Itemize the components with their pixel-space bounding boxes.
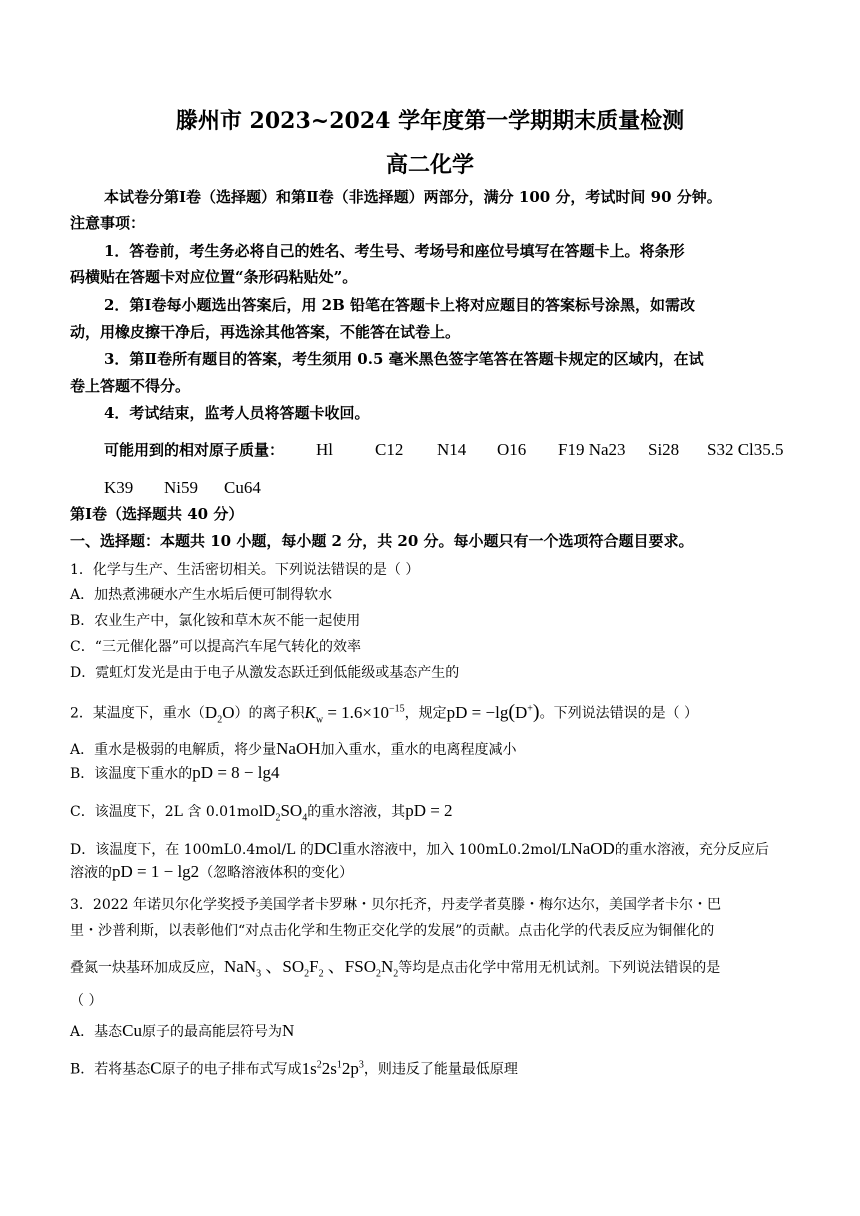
part-1-heading: 一、选择题：本题共 10 小题，每小题 2 分，共 20 分。每小题只有一个选项符合题目要求。 <box>70 532 694 550</box>
atomic-mass-item: C12 <box>375 440 404 459</box>
atomic-mass-item: O16 <box>497 440 527 459</box>
note-3: 3．第Ⅱ卷所有题目的答案，考生须用 0.5 毫米黑色签字笔答在答题卡规定的区域内，在试 <box>104 350 704 368</box>
atomic-mass-item: Ni59 <box>164 478 198 497</box>
q1-stem: 1．化学与生产、生活密切相关。下列说法错误的是（ ） <box>70 562 420 578</box>
q3-stem-line-4: （ ） <box>70 993 103 1009</box>
q3-stem-line-1: 3．2022 年诺贝尔化学奖授予美国学者卡罗琳・贝尔托齐，丹麦学者莫滕・梅尔达尔，美国学者卡尔・巴 <box>70 897 721 913</box>
atomic-mass-item: S32 Cl35.5 <box>707 440 784 459</box>
note-1-cont: 码横贴在答题卡对应位置“条形码粘贴处”。 <box>70 268 358 286</box>
note-1: 1．答卷前，考生务必将自己的姓名、考生号、考场号和座位号填写在答题卡上。将条形 <box>104 242 685 260</box>
notes-heading: 注意事项： <box>70 214 146 232</box>
q2-stem: 2．某温度下，重水$(D_2O)$的离子积$K_w = 1.6\times 10^{-15}$，规定pD = −lg(D+)。下列说法错误的是（ ） <box>70 700 699 726</box>
note-2: 2．第Ⅰ卷每小题选出答案后，用 2B 铅笔在答题卡上将对应题目的答案标号涂黑，如需改 <box>104 296 696 314</box>
atomic-mass-item: Cu64 <box>224 478 261 497</box>
exam-title: 滕州市 2023~2024 学年度第一学期期末质量检测 <box>175 108 685 134</box>
atomic-mass-item: F19 Na23 <box>558 440 626 459</box>
q3-option-a: A．基态Cu原子的最高能层符号为N <box>70 1021 295 1040</box>
q3-stem-line-2: 里・沙普利斯，以表彰他们“对点击化学和生物正交化学的发展”的贡献。点击化学的代表反应为铜催化的 <box>70 923 715 939</box>
q1-option-d: D．霓虹灯发光是由于电子从激发态跃迁到低能级或基态产生的 <box>70 665 460 681</box>
note-4: 4．考试结束，监考人员将答题卡收回。 <box>104 404 370 422</box>
q2-option-a: A．重水是极弱的电解质，将少量NaOH加入重水，重水的电离程度减小 <box>70 739 517 758</box>
q1-option-a: A．加热煮沸硬水产生水垢后便可制得软水 <box>70 587 333 603</box>
atomic-mass-item: Hl <box>316 440 333 459</box>
note-3-cont: 卷上答题不得分。 <box>70 377 191 395</box>
q2-option-b: B．该温度下重水的pD = 8 − lg4 <box>70 763 280 782</box>
section-1-heading: 第Ⅰ卷（选择题共 40 分） <box>70 505 244 523</box>
atomic-mass-item: N14 <box>437 440 467 459</box>
intro-text: 本试卷分第Ⅰ卷（选择题）和第Ⅱ卷（非选择题）两部分，满分 100 分，考试时间 90 分钟。 <box>104 188 722 206</box>
q1-option-b: B．农业生产中，氯化铵和草木灰不能一起使用 <box>70 613 361 629</box>
atomic-mass-item: K39 <box>104 478 134 497</box>
note-2-cont: 动，用橡皮擦干净后，再选涂其他答案，不能答在试卷上。 <box>70 323 461 341</box>
q1-option-c: C．“三元催化器”可以提高汽车尾气转化的效率 <box>70 639 362 655</box>
q2-option-d-cont: 溶液的pD = 1 − lg2（忽略溶液体积的变化） <box>70 862 354 881</box>
atomic-mass-item: Si28 <box>648 440 680 459</box>
q2-option-c: C．该温度下，2L 含 $0.01molD_2SO_4$的重水溶液，其pD = 2 <box>70 801 453 824</box>
q3-option-b: B．若将基态C原子的电子排布式写成$1s^22s^12p^3$，则违反了能量最低原理 <box>70 1058 518 1078</box>
q2-option-d: D．该温度下，在 100mL0.4mol/L 的DCl重水溶液中，加入 100mL0.2mol/LNaOD的重水溶液，充分反应后 <box>70 839 769 858</box>
exam-subject: 高二化学 <box>385 152 474 178</box>
atomic-mass-label: 可能用到的相对原子质量： <box>104 441 285 459</box>
q3-stem-line-3: 叠氮一炔基环加成反应，NaN$_3$ 、$SO_2F_2$ 、$FSO_2N_2$等均是点击化学中常用无机试剂。下列说法错误的是 <box>70 957 721 980</box>
